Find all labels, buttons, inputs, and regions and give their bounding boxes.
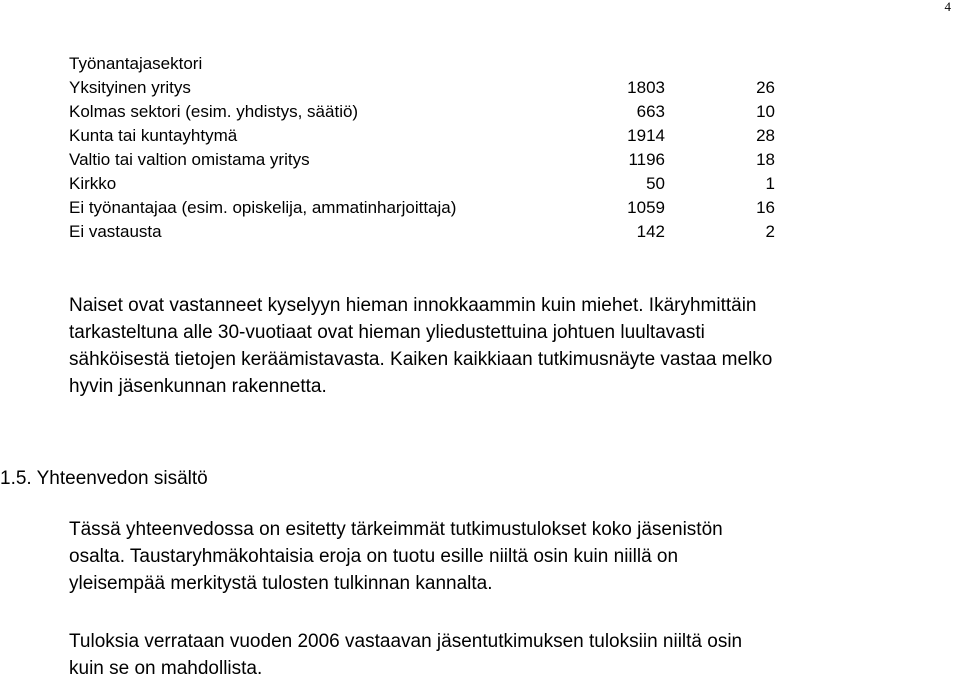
table-row xyxy=(69,220,775,244)
paragraph-summary-content xyxy=(69,516,723,597)
paragraph-line: Tässä yhteenvedossa on esitetty tärkeimmät tutkimustulokset koko jäsenistön xyxy=(69,519,723,540)
row-count: 1803 xyxy=(627,78,665,97)
row-percent: 1 xyxy=(765,174,775,193)
row-count: 1059 xyxy=(627,198,665,217)
paragraph-line: tarkasteltuna alle 30-vuotiaat ovat hieman yliedustettuina johtuen luultavasti xyxy=(69,322,705,343)
paragraph-line: Tuloksia verrataan vuoden 2006 vastaavan jäsentutkimuksen tuloksiin niiltä osin xyxy=(69,631,743,652)
table-row xyxy=(69,148,775,172)
row-label: Yksityinen yritys xyxy=(69,78,191,97)
table-row xyxy=(69,76,775,100)
paragraph-line: Naiset ovat vastanneet kyselyyn hieman innokkaammin kuin miehet. Ikäryhmittäin xyxy=(69,295,757,316)
row-count: 663 xyxy=(636,102,665,121)
row-percent: 18 xyxy=(756,150,775,169)
row-count: 50 xyxy=(646,174,665,193)
row-label: Ei työnantajaa (esim. opiskelija, ammatinharjoittaja) xyxy=(69,198,457,217)
paragraph-respondents xyxy=(69,292,772,400)
row-count: 1196 xyxy=(628,150,665,169)
table-row xyxy=(69,100,775,124)
row-label: Kirkko xyxy=(69,174,117,193)
row-percent: 28 xyxy=(756,126,775,145)
table-title: Työnantajasektori xyxy=(69,54,203,73)
paragraph-line: osalta. Taustaryhmäkohtaisia eroja on tuotu esille niiltä osin kuin niillä on xyxy=(69,546,679,567)
paragraph-line: yleisempää merkitystä tulosten tulkinnan kannalta. xyxy=(69,573,493,594)
section-heading: 1.5. Yhteenvedon sisältö xyxy=(0,468,208,489)
row-label: Kunta tai kuntayhtymä xyxy=(69,126,238,145)
table-row xyxy=(69,196,775,220)
table-row xyxy=(69,172,775,196)
page-number: 4 xyxy=(944,0,951,14)
table-row xyxy=(69,124,775,148)
paragraph-line: sähköisestä tietojen keräämistavasta. Kaiken kaikkiaan tutkimusnäyte vastaa melko xyxy=(69,349,773,370)
paragraph-line: kuin se on mahdollista. xyxy=(69,658,263,679)
employer-sector-table xyxy=(69,76,775,244)
row-label: Ei vastausta xyxy=(69,222,162,241)
row-count: 1914 xyxy=(627,126,665,145)
row-count: 142 xyxy=(636,222,665,241)
row-percent: 26 xyxy=(756,78,775,97)
paragraph-comparison xyxy=(69,628,742,682)
row-percent: 2 xyxy=(765,222,775,241)
row-label: Valtio tai valtion omistama yritys xyxy=(69,150,310,169)
row-percent: 10 xyxy=(756,102,775,121)
row-percent: 16 xyxy=(756,198,775,217)
paragraph-line: hyvin jäsenkunnan rakennetta. xyxy=(69,376,327,397)
row-label: Kolmas sektori (esim. yhdistys, säätiö) xyxy=(69,102,359,121)
